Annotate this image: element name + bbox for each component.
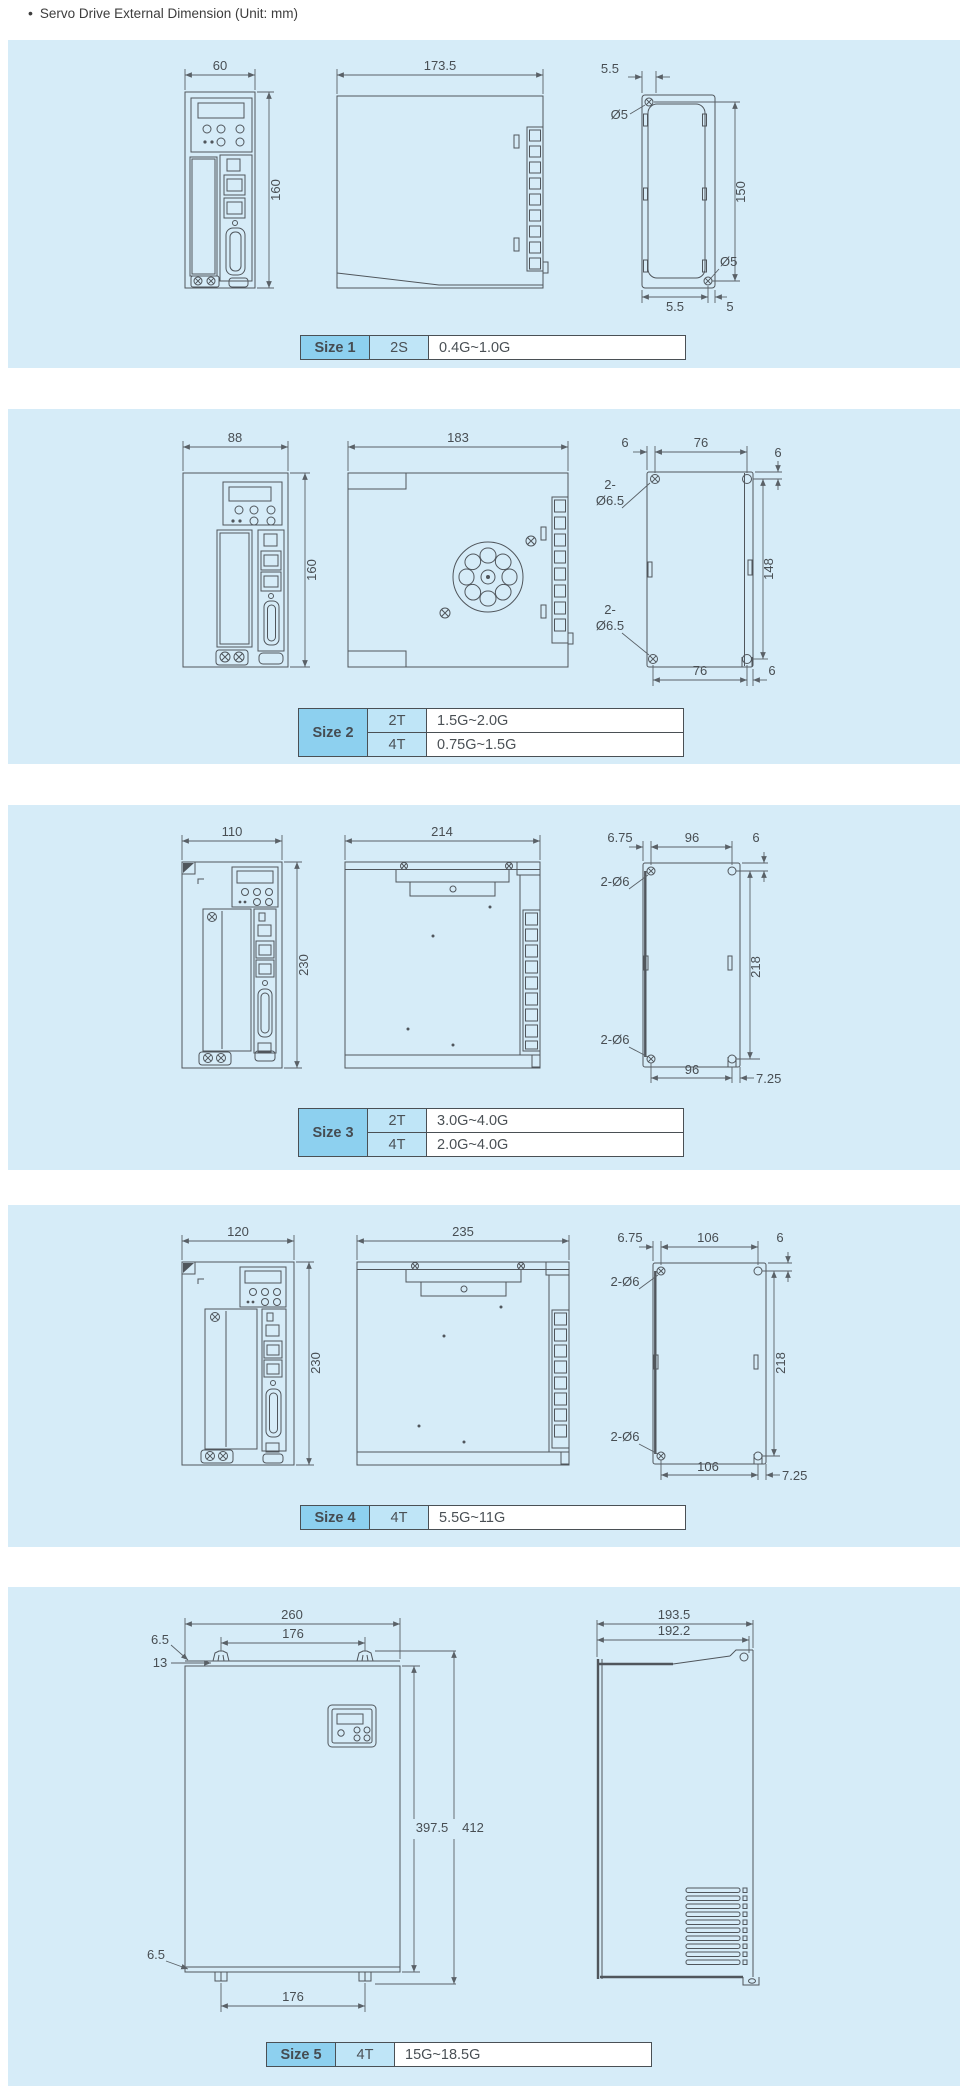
dim-label-mount-bottom-right: 7.25 [756,1071,782,1086]
table-row [301,336,686,360]
table-row [299,1109,684,1133]
dim-label-front-height: 230 [296,954,311,976]
dim-label-mount-bottom-right: 5 [726,299,734,314]
dim-label-side-width: 235 [452,1224,474,1239]
table-row [299,709,684,733]
dim-label-side-width: 193.5 [657,1607,691,1622]
dim-label-side-width: 183 [447,430,469,445]
size4-front-view [182,1224,323,1465]
size5-table [266,2042,652,2067]
size4-table [300,1505,686,1530]
dim-label-front-width-inner: 176 [282,1626,304,1641]
dim-label-mount-top-left: 6.75 [617,1230,643,1245]
size-cell: Size 5 [267,2043,336,2067]
size2-front-view [183,430,319,667]
bullet-icon: • [28,5,33,21]
dim-label-front-height-inner: 397.5 [415,1820,449,1835]
size1-drawing [8,40,960,368]
dim-label-mount-height: 218 [748,956,763,978]
variant-cell: 4T [368,1133,427,1157]
size-cell: Size 4 [301,1506,370,1530]
dim-label-side-width: 214 [431,824,453,839]
size4-drawing [8,1205,960,1547]
hole-label-top-1: 2- [604,477,616,492]
dim-label-mount-top-right: 6 [752,830,760,845]
size-cell: Size 2 [299,709,368,757]
range-cell: 2.0G~4.0G [427,1133,684,1157]
dim-label-mount-top-right: 6 [774,445,782,460]
dim-label-mount-top-left: 6.75 [607,830,633,845]
size5-side-view [597,1607,759,1985]
dim-label-mount-top: 5.5 [600,61,619,76]
dim-label-front-height: 160 [268,179,283,201]
size-cell: Size 3 [299,1109,368,1157]
size3-table [298,1108,684,1157]
dim-label-front-width: 260 [281,1607,303,1622]
dim-label-mount-bottom: 96 [684,1062,700,1077]
table-row [267,2043,652,2067]
dim-label-mount-bottom-right: 6 [768,663,776,678]
size4-mount-view [611,1230,808,1483]
size1-mount-view [601,61,748,314]
size4-side-view [357,1224,569,1465]
dim-label-top-offset2: 13 [152,1655,168,1670]
hole-label-top: Ø5 [610,107,628,122]
variant-cell: 4T [336,2043,395,2067]
dim-label-mount-height: 148 [761,558,776,580]
dim-label-mount-top: 76 [693,435,709,450]
dim-label-side-width: 173.5 [423,58,457,73]
size3-side-view [345,824,540,1068]
dim-label-mount-height: 150 [733,181,748,203]
dim-label-front-width: 110 [221,824,243,839]
size-cell: Size 1 [301,336,370,360]
hole-label-bottom: Ø5 [720,254,738,269]
size2-panel [8,409,960,764]
hole-label-bottom-1: 2- [604,602,616,617]
table-row [301,1506,686,1530]
dim-label-mount-height: 218 [773,1352,788,1374]
size1-side-view [337,58,548,288]
hole-label-top: 2-Ø6 [600,874,630,889]
size1-table [300,335,686,360]
dim-label-front-height: 412 [462,1820,484,1835]
hole-label-bottom: 2-Ø6 [610,1429,640,1444]
range-cell: 3.0G~4.0G [427,1109,684,1133]
dim-label-mount-bottom: 5.5 [665,299,685,314]
dim-label-mount-bottom: 76 [692,663,708,678]
size5-front-view [147,1607,484,2012]
dim-label-front-width: 60 [212,58,228,73]
size3-panel [8,805,960,1170]
dim-label-front-height: 160 [304,559,319,581]
size2-table [298,708,684,757]
dim-label-front-width: 88 [227,430,243,445]
size5-drawing [8,1587,960,2086]
size3-mount-view [601,830,782,1086]
range-cell: 0.4G~1.0G [429,336,686,360]
variant-cell: 2T [368,709,427,733]
size1-front-view [185,58,283,288]
variant-cell: 2S [370,336,429,360]
size2-mount-view [596,435,782,686]
dim-label-mount-bottom: 106 [697,1459,719,1474]
dim-label-mount-top-left: 6 [621,435,629,450]
size3-front-view [182,824,311,1068]
dim-label-side-width-inner: 192.2 [657,1623,691,1638]
dim-label-top-offset: 6.5 [150,1632,170,1647]
variant-cell: 4T [368,733,427,757]
range-cell: 0.75G~1.5G [427,733,684,757]
range-cell: 15G~18.5G [395,2043,652,2067]
page-title-text: Servo Drive External Dimension (Unit: mm) [39,6,298,21]
size1-panel [8,40,960,368]
size2-side-view [348,430,573,667]
range-cell: 5.5G~11G [429,1506,686,1530]
variant-cell: 2T [368,1109,427,1133]
hole-label-top-2: Ø6.5 [595,493,625,508]
page-title [28,5,298,21]
dim-label-mount-top: 106 [697,1230,719,1245]
dim-label-mount-top: 96 [684,830,700,845]
variant-cell: 4T [370,1506,429,1530]
size5-panel [8,1587,960,2086]
dim-label-mount-top-right: 6 [776,1230,784,1245]
hole-label-bottom: 2-Ø6 [600,1032,630,1047]
range-cell: 1.5G~2.0G [427,709,684,733]
dim-label-mount-bottom-right: 7.25 [782,1468,808,1483]
dim-label-bottom-offset: 6.5 [146,1947,166,1962]
size4-panel [8,1205,960,1547]
dim-label-front-width: 120 [227,1224,249,1239]
hole-label-top: 2-Ø6 [610,1274,640,1289]
hole-label-bottom-2: Ø6.5 [595,618,625,633]
dim-label-front-bottom: 176 [282,1989,304,2004]
dim-label-front-height: 230 [308,1352,323,1374]
